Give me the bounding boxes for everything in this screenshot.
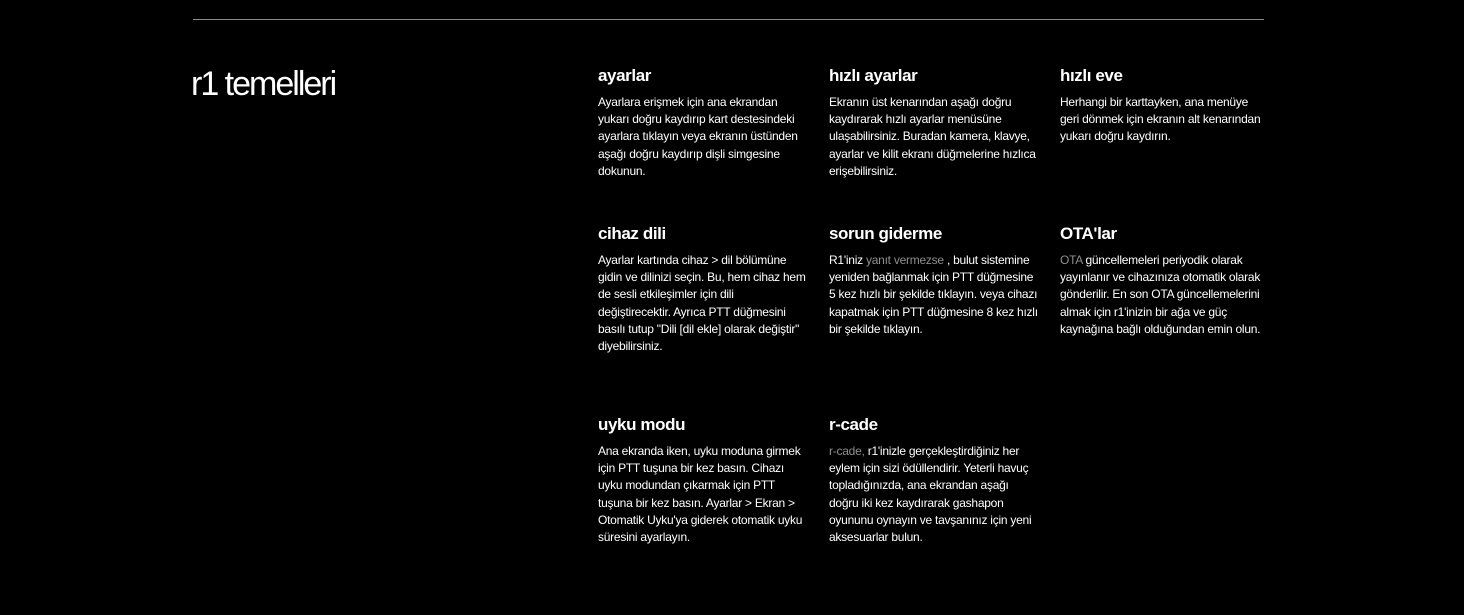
card-body-prefix: R1'iniz bbox=[829, 253, 866, 267]
card-title: ayarlar bbox=[598, 66, 651, 85]
card-sorun-giderme bbox=[829, 224, 1039, 338]
card-cihaz-dili bbox=[598, 224, 808, 355]
card-body bbox=[829, 443, 1039, 546]
card-body-suffix: , bulut sistemine yeniden bağlanmak için PTT düğmesine 5 kez hızlı bir şekilde tıklayın. veya cihazı kapatmak için PTT düğmesine 8 kez hızlı bir şekilde tıklayın. bbox=[829, 253, 1038, 336]
card-body: Ayarlara erişmek için ana ekrandan yukarı doğru kaydırıp kart destesindeki ayarlara tıklayın veya ekranın üstünden aşağı doğru kaydırıp dişli simgesine dokunun. bbox=[598, 95, 798, 178]
card-uyku-modu bbox=[598, 415, 808, 546]
card-body-highlight: yanıt vermezse bbox=[865, 253, 944, 267]
card-body-highlight: OTA bbox=[1060, 253, 1083, 267]
card-hizli-ayarlar bbox=[829, 66, 1039, 180]
card-title: cihaz dili bbox=[598, 224, 666, 243]
card-body: Herhangi bir karttayken, ana menüye geri dönmek için ekranın alt kenarından yukarı doğru kaydırın. bbox=[1060, 95, 1261, 144]
card-hizli-eve bbox=[1060, 66, 1270, 146]
card-body: Ayarlar kartında cihaz > dil bölümüne gidin ve dilinizi seçin. Bu, hem cihaz hem de sesli etkileşimler için dili değiştirecektir. Ayrıca PTT düğmesini basılı tutup "Dili [dil ekle] olarak değiştir" diyebilirsiniz. bbox=[598, 253, 806, 354]
section-title: r1 temelleri bbox=[191, 65, 336, 103]
top-divider bbox=[193, 19, 1264, 20]
card-body: Ana ekranda iken, uyku moduna girmek için PTT tuşuna bir kez basın. Cihazı uyku modundan çıkarmak için PTT tuşuna bir kez basın. Ayarlar > Ekran > Otomatik Uyku'ya giderek otomatik uyku süresini ayarlayın. bbox=[598, 444, 803, 545]
card-ayarlar bbox=[598, 66, 808, 180]
card-body-highlight: r-cade, bbox=[829, 444, 865, 458]
card-body: Ekranın üst kenarından aşağı doğru kaydırarak hızlı ayarlar menüsüne ulaşabilirsiniz. Buradan kamera, klavye, ayarlar ve kilit ekranı düğmelerine hızlıca erişebilirsiniz. bbox=[829, 95, 1036, 178]
card-otalar bbox=[1060, 224, 1270, 338]
card-title: sorun giderme bbox=[829, 224, 942, 243]
card-title: OTA'lar bbox=[1060, 224, 1117, 243]
card-body bbox=[1060, 252, 1270, 338]
card-body-suffix: r1'inizle gerçekleştirdiğiniz her eylem için sizi ödüllendirir. Yeterli havuç topladığınızda, ana ekrandan aşağı doğru iki kez kaydırarak gashapon oyununu oynayın ve tavşanınız için yeni aksesuarlar bulun. bbox=[829, 444, 1032, 545]
card-body-suffix: güncellemeleri periyodik olarak yayınlanır ve cihazınıza otomatik olarak gönderilir. En son OTA güncellemelerini almak için r1'inizin bir ağa ve güç kaynağına bağlı olduğundan emin olun. bbox=[1060, 253, 1261, 336]
card-r-cade bbox=[829, 415, 1039, 546]
card-body bbox=[829, 252, 1039, 338]
card-title: uyku modu bbox=[598, 415, 686, 434]
card-title: hızlı eve bbox=[1060, 66, 1123, 85]
card-title: r-cade bbox=[829, 415, 878, 434]
card-title: hızlı ayarlar bbox=[829, 66, 918, 85]
